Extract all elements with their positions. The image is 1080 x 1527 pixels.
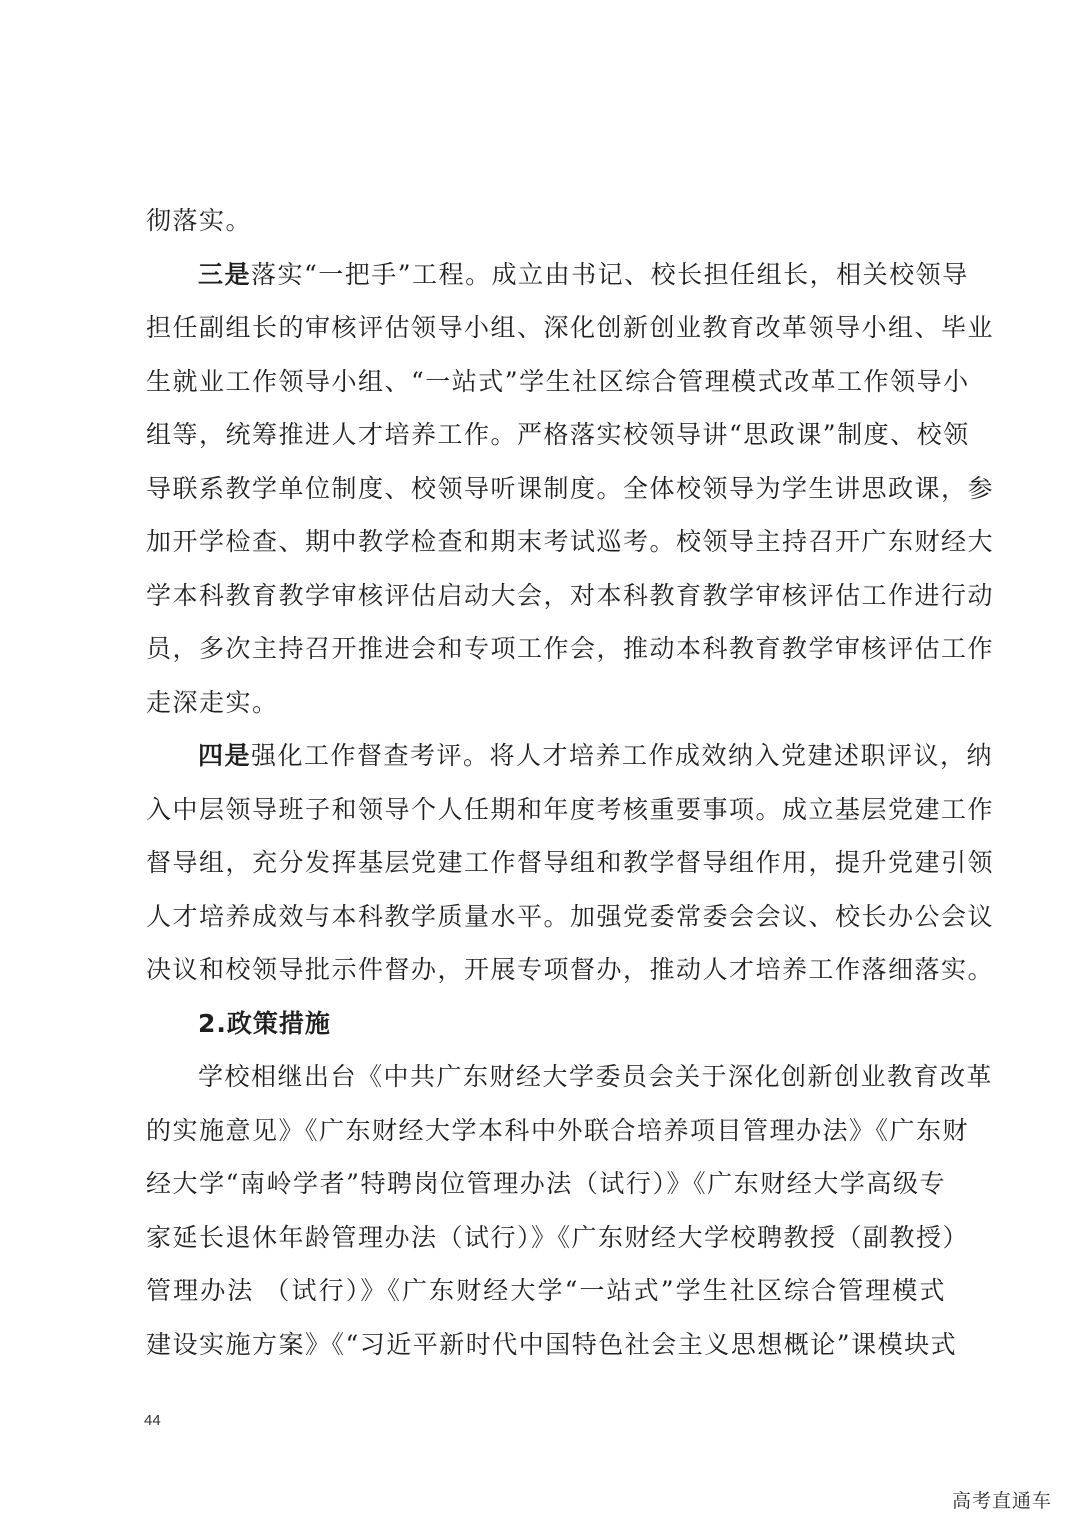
paragraph-line: 经大学“南岭学者”特聘岗位管理办法（试行）》《广东财经大学高级专 <box>146 1169 946 1198</box>
paragraph-line: 组等，统筹推进人才培养工作。严格落实校领导讲“思政课”制度、校领 <box>146 420 970 449</box>
paragraph-line: 担任副组长的审核评估领导小组、深化创新创业教育改革领导小组、毕业 <box>146 313 995 342</box>
paragraph-line: 管理办法 （试行）》《广东财经大学“一站式”学生社区综合管理模式 <box>146 1276 946 1305</box>
paragraph-line: 学本科教育教学审核评估启动大会，对本科教育教学审核评估工作进行动 <box>146 580 995 610</box>
paragraph-four <box>146 729 995 997</box>
paragraph-lead: 四是 <box>198 741 252 770</box>
paragraph-three <box>146 248 995 730</box>
page-number: 44 <box>144 1412 161 1429</box>
continuation-line: 彻落实。 <box>146 206 253 235</box>
paragraph-five <box>146 1050 994 1371</box>
paragraph-line: 督导组，充分发挥基层党建工作督导组和教学督导组作用，提升党建引领 <box>146 848 995 877</box>
watermark-text: 高考直通车 <box>951 1490 1052 1512</box>
paragraph-line: 导联系教学单位制度、校领导听课制度。全体校领导为学生讲思政课，参 <box>146 473 995 503</box>
paragraph-lead: 三是 <box>198 259 252 289</box>
paragraph-line: 加开学检查、期中教学检查和期末考试巡考。校领导主持召开广东财经大 <box>146 527 995 556</box>
paragraph-line: 入中层领导班子和领导个人任期和年度考核重要事项。成立基层党建工作 <box>146 794 995 824</box>
paragraph-line: 员，多次主持召开推进会和专项工作会，推动本科教育教学审核评估工作 <box>146 634 995 663</box>
document-body <box>146 194 995 1371</box>
paragraph-line: 建设实施方案》《“习近平新时代中国特色社会主义思想概论”课模块式 <box>146 1329 958 1359</box>
paragraph-line: 学校相继出台《中共广东财经大学委员会关于深化创新创业教育改革 <box>198 1062 994 1091</box>
paragraph-line: 四是强化工作督查考评。将人才培养工作成效纳入党建述职评议，纳 <box>198 741 994 770</box>
paragraph-line: 家延长退休年龄管理办法（试行）》《广东财经大学校聘教授（副教授） <box>146 1222 970 1252</box>
paragraph-line: 的实施意见》《广东财经大学本科中外联合培养项目管理办法》《广东财 <box>146 1115 970 1145</box>
paragraph-line: 走深走实。 <box>146 687 279 717</box>
section-heading: 2.政策措施 <box>198 1008 331 1038</box>
paragraph-line: 人才培养成效与本科教学质量水平。加强党委常委会会议、校长办公会议 <box>146 901 995 931</box>
paragraph-line: 生就业工作领导小组、“一站式”学生社区综合管理模式改革工作领导小 <box>146 366 970 396</box>
paragraph-line: 决议和校领导批示件督办，开展专项督办，推动人才培养工作落细落实。 <box>146 955 995 984</box>
paragraph-line: 三是落实“一把手”工程。成立由书记、校长担任组长，相关校领导 <box>198 259 969 289</box>
